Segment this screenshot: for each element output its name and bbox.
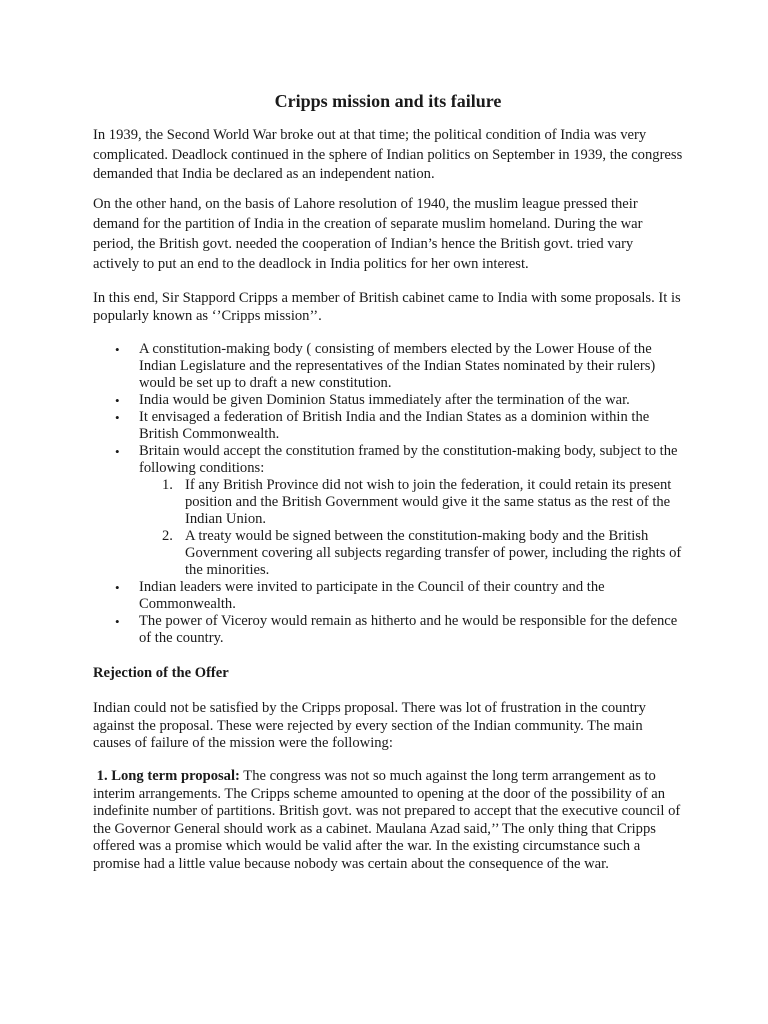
paragraph-intro: In 1939, the Second World War broke out at that time; the political condition of India was very complicated. Deadlock continued in the sphere of Indian politics on September in 1939, the congress demanded that India be declared as an independent nation. <box>93 127 683 182</box>
list-item-text: The power of Viceroy would remain as hitherto and he would be responsible for the defence of the country. <box>139 613 678 646</box>
list-item <box>93 341 683 392</box>
condition-number: 2. <box>162 528 173 544</box>
point-text: The congress was not so much against the long term arrangement as to interim arrangements. The Cripps scheme amounted to opening at the door of the possibility of an indefinite number of partitions. British govt. was not prepared to accept that the executive council of the Governor General should work as a cabinet. Maulana Azad said,’’ The only thing that Cripps offered was a promise which would be valid after the war. In the existing circumstance such a promise had a little value because nobody was certain about the consequence of the war. <box>93 768 681 872</box>
bullet-icon: • <box>115 580 120 595</box>
bullet-icon: • <box>115 410 120 425</box>
conditions-list <box>139 477 683 579</box>
list-item <box>93 392 683 409</box>
document-title: Cripps mission and its failure <box>274 91 502 111</box>
paragraph-cripps-arrival: In this end, Sir Stappord Cripps a member of British cabinet came to India with some proposals. It is popularly known as ‘’Cripps mission’’. <box>93 290 681 324</box>
bullet-icon: • <box>115 393 120 408</box>
point-label: 1. Long term proposal: <box>96 768 240 784</box>
list-item <box>93 579 683 613</box>
bullet-icon: • <box>115 444 120 459</box>
list-item <box>93 409 683 443</box>
list-item-text: Indian leaders were invited to participate in the Council of their country and the Commonwealth. <box>139 579 605 612</box>
condition-text: If any British Province did not wish to join the federation, it could retain its present position and the British Government would give it the same status as the rest of the Indian Union. <box>185 477 672 527</box>
condition-item <box>139 477 683 528</box>
list-item-text: It envisaged a federation of British India and the Indian States as a dominion within the British Commonwealth. <box>139 409 650 442</box>
bullet-icon: • <box>115 614 120 629</box>
proposals-list <box>93 341 683 647</box>
list-item-text: Britain would accept the constitution framed by the constitution-making body, subject to the following conditions: <box>139 443 678 476</box>
list-item <box>93 613 683 647</box>
list-item-text: A constitution-making body ( consisting of members elected by the Lower House of the Indian Legislature and the representatives of the Indian States nominated by their rulers) would be set up to draft a new constitution. <box>139 341 656 391</box>
condition-item <box>139 528 683 579</box>
paragraph-lahore-resolution: On the other hand, on the basis of Lahore resolution of 1940, the muslim league pressed their demand for the partition of India in the creation of separate muslim homeland. During the war period, the British govt. needed the cooperation of Indian’s hence the British govt. tried vary actively to put an end to the deadlock in India politics for her own interest. <box>93 196 643 272</box>
bullet-icon: • <box>115 342 120 357</box>
paragraph-long-term-proposal <box>93 768 683 873</box>
condition-number: 1. <box>162 477 173 493</box>
list-item-text: India would be given Dominion Status immediately after the termination of the war. <box>139 392 630 408</box>
paragraph-rejection-intro: Indian could not be satisfied by the Cripps proposal. There was lot of frustration in the country against the proposal. These were rejected by every section of the Indian community. The main causes of failure of the mission were the following: <box>93 700 646 751</box>
section-heading-rejection: Rejection of the Offer <box>93 665 229 681</box>
condition-text: A treaty would be signed between the constitution-making body and the British Government covering all subjects regarding transfer of power, including the rights of the minorities. <box>185 528 682 578</box>
list-item <box>93 443 683 579</box>
